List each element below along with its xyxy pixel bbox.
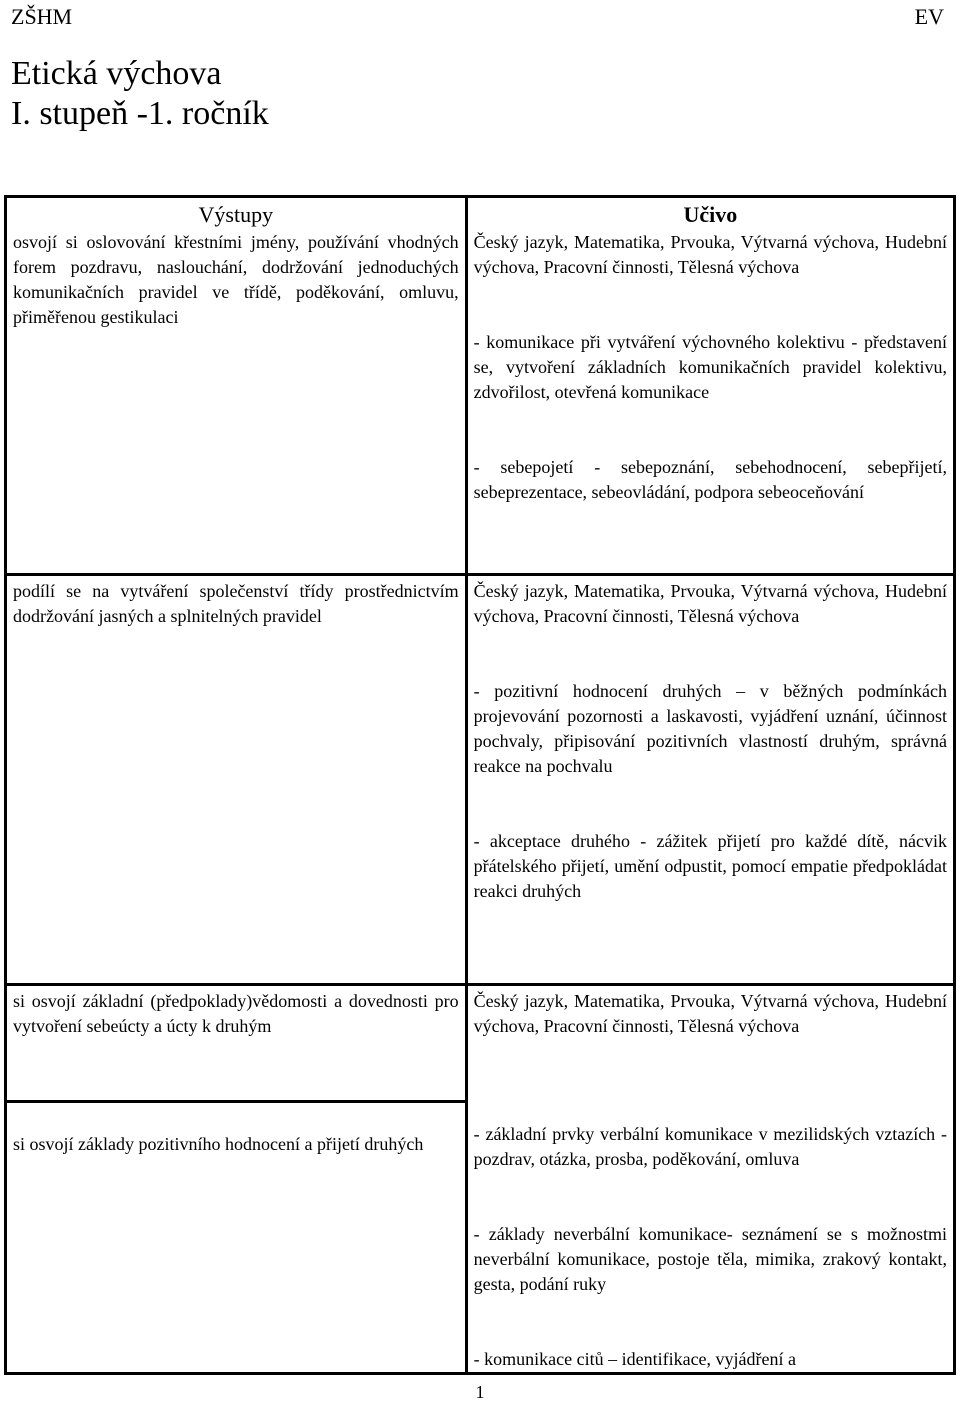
- content-cell: [466, 1101, 954, 1374]
- title-subject: Etická výchova: [11, 55, 222, 92]
- outcome-cell: [6, 574, 467, 984]
- page-number: 1: [475, 1382, 485, 1402]
- content-topic: - komunikace citů – identifikace, vyjádření a: [473, 1349, 797, 1369]
- content-cell: [466, 984, 954, 1101]
- content-topic: - pozitivní hodnocení druhých – v běžných podmínkách projevování pozornosti a laskavosti, vyjádření uznání, účinnost pochvaly, připisování pozitivních vlastností druhým, správná reakce na pochvalu: [473, 680, 947, 776]
- content-topic: - komunikace při vytváření výchovného kolektivu - představení se, vytvoření základních komunikačních pravidel kolektivu, zdvořilost, otevřená komunikace: [473, 332, 947, 402]
- content-subjects: Český jazyk, Matematika, Prvouka, Výtvarná výchova, Hudební výchova, Pracovní činnosti, Tělesná výchova: [473, 990, 947, 1036]
- outcome-cell: [6, 1101, 467, 1374]
- content-cell: [466, 574, 954, 984]
- content-topic: - akceptace druhého - zážitek přijetí pro každé dítě, nácvik přátelského přijetí, umění odpustit, pomocí empatie předpokládat reakci druhých: [473, 830, 947, 901]
- content-topic: - základy neverbální komunikace- seznámení se s možnostmi neverbální komunikace, postoje těla, mimika, zrakový kontakt, gesta, podání ruky: [473, 1224, 947, 1294]
- table-row: [6, 574, 955, 984]
- content-subjects: Český jazyk, Matematika, Prvouka, Výtvarná výchova, Hudební výchova, Pracovní činnosti, Tělesná výchova: [473, 232, 947, 277]
- table-row: [6, 984, 955, 1101]
- content-topic: - základní prvky verbální komunikace v mezilidských vztazích - pozdrav, otázka, prosba, poděkování, omluva: [473, 1124, 947, 1169]
- header-school-code: ZŠHM: [11, 4, 73, 29]
- content-topic: - sebepojetí - sebepoznání, sebehodnocení, sebepřijetí, sebeprezentace, sebeovládání, podpora sebeoceňování: [473, 457, 947, 502]
- outcome-text: osvojí si oslovování křestními jmény, používání vhodných forem pozdravu, naslouchání, dodržování jednoduchých komunikačních pravidel ve třídě, poděkování, omluvu, přiměřenou gestikulaci: [13, 232, 459, 327]
- page-title: [11, 54, 269, 134]
- curriculum-table: [4, 195, 956, 1375]
- table-row: [6, 227, 955, 574]
- outcome-text: si osvojí základní (předpoklady)vědomosti a dovednosti pro vytvoření sebeúcty a úcty k druhým: [13, 990, 459, 1036]
- outcome-cell: [6, 984, 467, 1101]
- table-header-row: [6, 197, 955, 228]
- outcome-text: si osvojí základy pozitivního hodnocení a přijetí druhých: [13, 1133, 424, 1154]
- outcome-text: podílí se na vytváření společenství třídy prostřednictvím dodržování jasných a splnitelných pravidel: [13, 580, 459, 626]
- column-header-vystupy: Výstupy: [6, 197, 467, 228]
- table-row: [6, 1101, 955, 1374]
- outcome-cell: [6, 227, 467, 574]
- content-cell: [466, 227, 954, 574]
- column-header-ucivo: Učivo: [466, 197, 954, 228]
- title-grade: I. stupeň -1. ročník: [11, 95, 269, 132]
- header-subject-code: EV: [914, 4, 944, 29]
- content-subjects: Český jazyk, Matematika, Prvouka, Výtvarná výchova, Hudební výchova, Pracovní činnosti, Tělesná výchova: [473, 580, 947, 626]
